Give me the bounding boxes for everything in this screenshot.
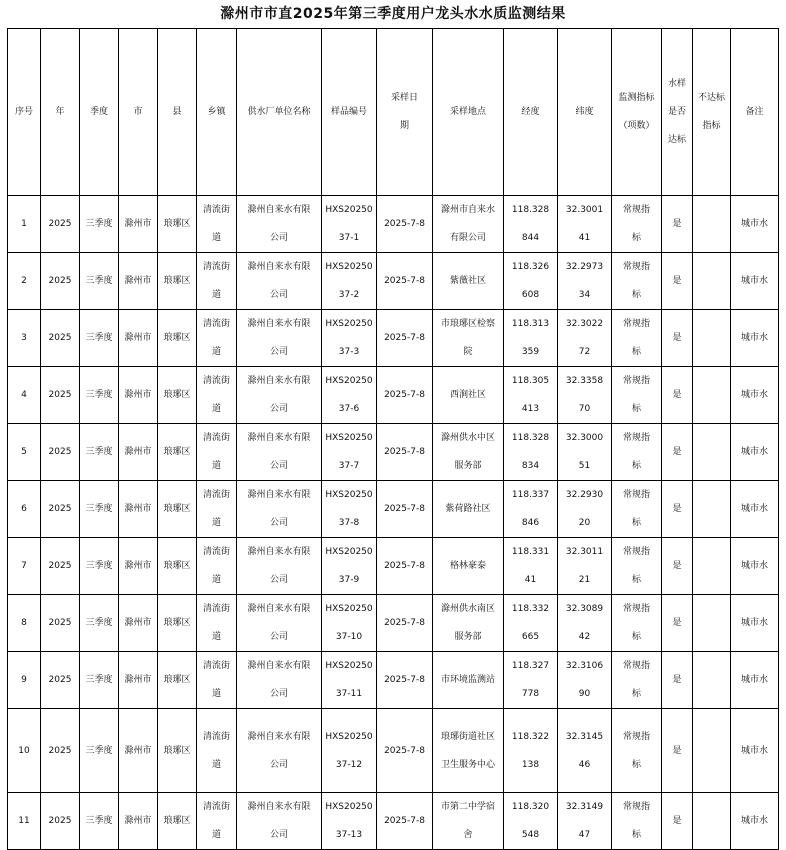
cell-city: 滁州市 bbox=[119, 310, 158, 367]
cell-qualified: 是 bbox=[662, 367, 693, 424]
cell-lat: 32.314546 bbox=[558, 709, 612, 793]
cell-indicators: 常规指标 bbox=[612, 424, 662, 481]
header-lng: 经度 bbox=[504, 29, 558, 196]
cell-failed bbox=[693, 424, 731, 481]
cell-town: 清流街道 bbox=[197, 652, 237, 709]
cell-quarter: 三季度 bbox=[80, 310, 119, 367]
cell-city: 滁州市 bbox=[119, 481, 158, 538]
cell-city: 滁州市 bbox=[119, 595, 158, 652]
table-row bbox=[8, 253, 779, 310]
cell-location: 市琅琊区检察院 bbox=[433, 310, 504, 367]
cell-remark: 城市水 bbox=[731, 538, 779, 595]
cell-lng: 118.327778 bbox=[504, 652, 558, 709]
cell-quarter: 三季度 bbox=[80, 538, 119, 595]
cell-qualified: 是 bbox=[662, 424, 693, 481]
cell-lat: 32.308942 bbox=[558, 595, 612, 652]
cell-town: 清流街道 bbox=[197, 424, 237, 481]
cell-quarter: 三季度 bbox=[80, 481, 119, 538]
cell-date: 2025-7-8 bbox=[377, 253, 433, 310]
table-row bbox=[8, 595, 779, 652]
header-qualified: 水样是否达标 bbox=[662, 29, 693, 196]
cell-indicators: 常规指标 bbox=[612, 310, 662, 367]
cell-indicators: 常规指标 bbox=[612, 196, 662, 253]
cell-seq: 6 bbox=[8, 481, 41, 538]
header-location: 采样地点 bbox=[433, 29, 504, 196]
cell-lat: 32.302272 bbox=[558, 310, 612, 367]
cell-lng: 118.326608 bbox=[504, 253, 558, 310]
cell-sample-no: HXS2025037-10 bbox=[322, 595, 377, 652]
cell-lng: 118.328844 bbox=[504, 196, 558, 253]
cell-seq: 5 bbox=[8, 424, 41, 481]
cell-remark: 城市水 bbox=[731, 424, 779, 481]
cell-county: 琅琊区 bbox=[158, 538, 197, 595]
cell-supplier: 滁州自来水有限公司 bbox=[237, 793, 322, 850]
cell-year: 2025 bbox=[41, 595, 80, 652]
cell-seq: 9 bbox=[8, 652, 41, 709]
cell-supplier: 滁州自来水有限公司 bbox=[237, 196, 322, 253]
cell-indicators: 常规指标 bbox=[612, 538, 662, 595]
cell-seq: 8 bbox=[8, 595, 41, 652]
cell-lat: 32.301121 bbox=[558, 538, 612, 595]
header-county: 县 bbox=[158, 29, 197, 196]
cell-town: 清流街道 bbox=[197, 709, 237, 793]
cell-qualified: 是 bbox=[662, 196, 693, 253]
cell-seq: 2 bbox=[8, 253, 41, 310]
cell-supplier: 滁州自来水有限公司 bbox=[237, 709, 322, 793]
cell-qualified: 是 bbox=[662, 709, 693, 793]
cell-year: 2025 bbox=[41, 793, 80, 850]
header-lat: 纬度 bbox=[558, 29, 612, 196]
cell-location: 紫荷路社区 bbox=[433, 481, 504, 538]
cell-lat: 32.297334 bbox=[558, 253, 612, 310]
cell-quarter: 三季度 bbox=[80, 793, 119, 850]
cell-year: 2025 bbox=[41, 367, 80, 424]
cell-city: 滁州市 bbox=[119, 367, 158, 424]
cell-indicators: 常规指标 bbox=[612, 652, 662, 709]
cell-lat: 32.293020 bbox=[558, 481, 612, 538]
cell-indicators: 常规指标 bbox=[612, 367, 662, 424]
table-row bbox=[8, 793, 779, 850]
cell-indicators: 常规指标 bbox=[612, 253, 662, 310]
cell-date: 2025-7-8 bbox=[377, 310, 433, 367]
cell-date: 2025-7-8 bbox=[377, 367, 433, 424]
cell-date: 2025-7-8 bbox=[377, 709, 433, 793]
cell-lng: 118.328834 bbox=[504, 424, 558, 481]
cell-town: 清流街道 bbox=[197, 595, 237, 652]
cell-quarter: 三季度 bbox=[80, 652, 119, 709]
cell-date: 2025-7-8 bbox=[377, 196, 433, 253]
cell-year: 2025 bbox=[41, 481, 80, 538]
cell-county: 琅琊区 bbox=[158, 652, 197, 709]
cell-sample-no: HXS2025037-13 bbox=[322, 793, 377, 850]
cell-sample-no: HXS2025037-12 bbox=[322, 709, 377, 793]
cell-failed bbox=[693, 709, 731, 793]
cell-sample-no: HXS2025037-2 bbox=[322, 253, 377, 310]
cell-town: 清流街道 bbox=[197, 253, 237, 310]
cell-county: 琅琊区 bbox=[158, 253, 197, 310]
header-sample-no: 样品编号 bbox=[322, 29, 377, 196]
cell-lat: 32.300141 bbox=[558, 196, 612, 253]
cell-lng: 118.313359 bbox=[504, 310, 558, 367]
cell-sample-no: HXS2025037-3 bbox=[322, 310, 377, 367]
cell-date: 2025-7-8 bbox=[377, 538, 433, 595]
table-row bbox=[8, 481, 779, 538]
cell-indicators: 常规指标 bbox=[612, 481, 662, 538]
cell-city: 滁州市 bbox=[119, 793, 158, 850]
cell-city: 滁州市 bbox=[119, 538, 158, 595]
cell-county: 琅琊区 bbox=[158, 481, 197, 538]
cell-supplier: 滁州自来水有限公司 bbox=[237, 367, 322, 424]
cell-lat: 32.314947 bbox=[558, 793, 612, 850]
cell-seq: 10 bbox=[8, 709, 41, 793]
cell-town: 清流街道 bbox=[197, 367, 237, 424]
table-header-row bbox=[8, 29, 779, 196]
cell-sample-no: HXS2025037-9 bbox=[322, 538, 377, 595]
cell-town: 清流街道 bbox=[197, 196, 237, 253]
cell-lng: 118.33141 bbox=[504, 538, 558, 595]
header-seq: 序号 bbox=[8, 29, 41, 196]
cell-sample-no: HXS2025037-6 bbox=[322, 367, 377, 424]
cell-qualified: 是 bbox=[662, 253, 693, 310]
header-city: 市 bbox=[119, 29, 158, 196]
cell-year: 2025 bbox=[41, 196, 80, 253]
cell-seq: 4 bbox=[8, 367, 41, 424]
cell-seq: 1 bbox=[8, 196, 41, 253]
cell-date: 2025-7-8 bbox=[377, 424, 433, 481]
page-title: 滁州市市直2025年第三季度用户龙头水水质监测结果 bbox=[220, 6, 566, 22]
header-date: 采样日期 bbox=[377, 29, 433, 196]
table-row bbox=[8, 538, 779, 595]
cell-failed bbox=[693, 481, 731, 538]
cell-county: 琅琊区 bbox=[158, 424, 197, 481]
cell-indicators: 常规指标 bbox=[612, 793, 662, 850]
cell-remark: 城市水 bbox=[731, 793, 779, 850]
cell-remark: 城市水 bbox=[731, 196, 779, 253]
cell-supplier: 滁州自来水有限公司 bbox=[237, 481, 322, 538]
cell-supplier: 滁州自来水有限公司 bbox=[237, 253, 322, 310]
cell-sample-no: HXS2025037-7 bbox=[322, 424, 377, 481]
cell-town: 清流街道 bbox=[197, 481, 237, 538]
header-remark: 备注 bbox=[731, 29, 779, 196]
header-quarter: 季度 bbox=[80, 29, 119, 196]
cell-lng: 118.322138 bbox=[504, 709, 558, 793]
cell-quarter: 三季度 bbox=[80, 424, 119, 481]
cell-lng: 118.320548 bbox=[504, 793, 558, 850]
cell-county: 琅琊区 bbox=[158, 595, 197, 652]
cell-indicators: 常规指标 bbox=[612, 595, 662, 652]
cell-failed bbox=[693, 652, 731, 709]
cell-lat: 32.300051 bbox=[558, 424, 612, 481]
cell-supplier: 滁州自来水有限公司 bbox=[237, 310, 322, 367]
cell-quarter: 三季度 bbox=[80, 253, 119, 310]
cell-year: 2025 bbox=[41, 253, 80, 310]
cell-location: 格林豪泰 bbox=[433, 538, 504, 595]
cell-lng: 118.332665 bbox=[504, 595, 558, 652]
cell-city: 滁州市 bbox=[119, 253, 158, 310]
cell-indicators: 常规指标 bbox=[612, 709, 662, 793]
cell-failed bbox=[693, 595, 731, 652]
cell-failed bbox=[693, 253, 731, 310]
cell-year: 2025 bbox=[41, 538, 80, 595]
cell-town: 清流街道 bbox=[197, 793, 237, 850]
cell-lng: 118.337846 bbox=[504, 481, 558, 538]
cell-failed bbox=[693, 793, 731, 850]
cell-city: 滁州市 bbox=[119, 424, 158, 481]
header-indicators: 监测指标（项数） bbox=[612, 29, 662, 196]
cell-qualified: 是 bbox=[662, 310, 693, 367]
cell-remark: 城市水 bbox=[731, 310, 779, 367]
cell-seq: 7 bbox=[8, 538, 41, 595]
cell-sample-no: HXS2025037-1 bbox=[322, 196, 377, 253]
cell-town: 清流街道 bbox=[197, 310, 237, 367]
cell-remark: 城市水 bbox=[731, 481, 779, 538]
cell-supplier: 滁州自来水有限公司 bbox=[237, 652, 322, 709]
cell-county: 琅琊区 bbox=[158, 793, 197, 850]
cell-year: 2025 bbox=[41, 709, 80, 793]
cell-county: 琅琊区 bbox=[158, 709, 197, 793]
cell-remark: 城市水 bbox=[731, 709, 779, 793]
cell-remark: 城市水 bbox=[731, 595, 779, 652]
cell-remark: 城市水 bbox=[731, 367, 779, 424]
cell-lat: 32.335870 bbox=[558, 367, 612, 424]
cell-failed bbox=[693, 310, 731, 367]
cell-county: 琅琊区 bbox=[158, 310, 197, 367]
cell-date: 2025-7-8 bbox=[377, 595, 433, 652]
cell-year: 2025 bbox=[41, 424, 80, 481]
cell-year: 2025 bbox=[41, 652, 80, 709]
header-supplier: 供水厂单位名称 bbox=[237, 29, 322, 196]
cell-sample-no: HXS2025037-11 bbox=[322, 652, 377, 709]
cell-location: 滁州供水南区服务部 bbox=[433, 595, 504, 652]
cell-quarter: 三季度 bbox=[80, 595, 119, 652]
table-row bbox=[8, 652, 779, 709]
cell-failed bbox=[693, 196, 731, 253]
cell-location: 紫薇社区 bbox=[433, 253, 504, 310]
cell-year: 2025 bbox=[41, 310, 80, 367]
cell-remark: 城市水 bbox=[731, 253, 779, 310]
cell-sample-no: HXS2025037-8 bbox=[322, 481, 377, 538]
table-row bbox=[8, 367, 779, 424]
cell-supplier: 滁州自来水有限公司 bbox=[237, 538, 322, 595]
table-row bbox=[8, 424, 779, 481]
cell-location: 琅琊街道社区卫生服务中心 bbox=[433, 709, 504, 793]
cell-seq: 3 bbox=[8, 310, 41, 367]
cell-failed bbox=[693, 367, 731, 424]
cell-date: 2025-7-8 bbox=[377, 793, 433, 850]
cell-quarter: 三季度 bbox=[80, 709, 119, 793]
cell-location: 滁州供水中区服务部 bbox=[433, 424, 504, 481]
cell-town: 清流街道 bbox=[197, 538, 237, 595]
cell-location: 市环境监测站 bbox=[433, 652, 504, 709]
header-year: 年 bbox=[41, 29, 80, 196]
cell-supplier: 滁州自来水有限公司 bbox=[237, 595, 322, 652]
cell-qualified: 是 bbox=[662, 595, 693, 652]
cell-remark: 城市水 bbox=[731, 652, 779, 709]
cell-date: 2025-7-8 bbox=[377, 652, 433, 709]
cell-lng: 118.305413 bbox=[504, 367, 558, 424]
header-town: 乡镇 bbox=[197, 29, 237, 196]
table-row bbox=[8, 709, 779, 793]
cell-city: 滁州市 bbox=[119, 652, 158, 709]
cell-quarter: 三季度 bbox=[80, 367, 119, 424]
cell-quarter: 三季度 bbox=[80, 196, 119, 253]
water-quality-table bbox=[7, 28, 779, 850]
cell-qualified: 是 bbox=[662, 481, 693, 538]
cell-date: 2025-7-8 bbox=[377, 481, 433, 538]
cell-failed bbox=[693, 538, 731, 595]
table-row bbox=[8, 310, 779, 367]
cell-qualified: 是 bbox=[662, 793, 693, 850]
cell-supplier: 滁州自来水有限公司 bbox=[237, 424, 322, 481]
cell-qualified: 是 bbox=[662, 652, 693, 709]
cell-city: 滁州市 bbox=[119, 196, 158, 253]
cell-location: 西涧社区 bbox=[433, 367, 504, 424]
cell-lat: 32.310690 bbox=[558, 652, 612, 709]
cell-county: 琅琊区 bbox=[158, 367, 197, 424]
cell-city: 滁州市 bbox=[119, 709, 158, 793]
cell-location: 滁州市自来水有限公司 bbox=[433, 196, 504, 253]
header-failed: 不达标指标 bbox=[693, 29, 731, 196]
cell-qualified: 是 bbox=[662, 538, 693, 595]
table-row bbox=[8, 196, 779, 253]
cell-location: 市第二中学宿舍 bbox=[433, 793, 504, 850]
cell-county: 琅琊区 bbox=[158, 196, 197, 253]
cell-seq: 11 bbox=[8, 793, 41, 850]
